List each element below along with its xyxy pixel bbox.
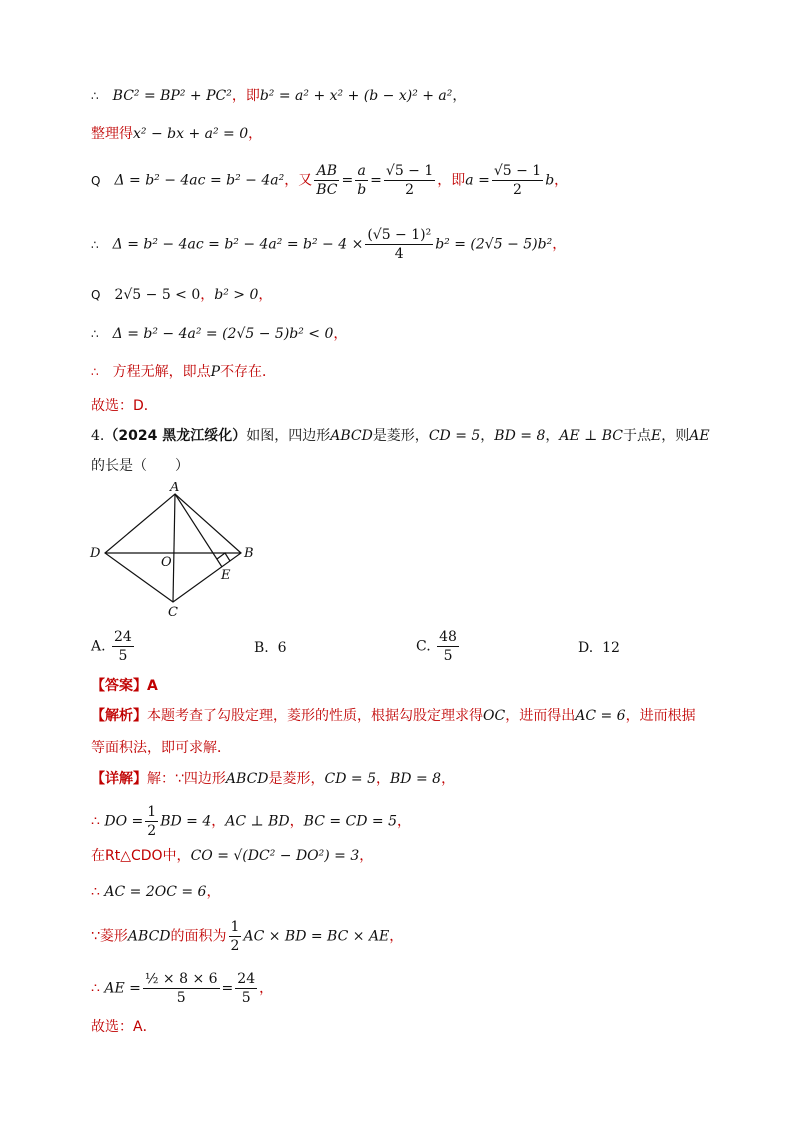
label-c: C xyxy=(168,605,178,620)
prev-step-3: Q Δ = b² − 4ac = b² − 4a²，又 $\frac{AB}{BC}$ = $\frac{a}{b}$ = $\frac{√5 - 1}{2}$ ，即a = $\frac{√5 - 1}{2}$ b， xyxy=(91,163,569,198)
fraction: $\frac{\text{(√5 − 1)²}}{4}$ xyxy=(367,227,432,262)
label-o: O xyxy=(161,555,172,570)
detail-step-6: ∴ AE = $\frac{\text{½ × 8 × 6}}{5}$ = $\frac{24}{5}$ ， xyxy=(91,971,274,1006)
label-d: D xyxy=(90,546,101,561)
fraction: $\frac{24}{5}$ xyxy=(114,629,132,664)
choice-d[interactable]: D. 12 xyxy=(578,640,620,656)
fraction: $\frac{48}{5}$ xyxy=(439,629,457,664)
analysis: 【解析】本题考查了勾股定理，菱形的性质，根据勾股定理求得OC，进而得出AC = 6，进而根据 xyxy=(91,708,696,724)
prev-conclusion: 故选：D． xyxy=(91,398,158,414)
label-e: E xyxy=(221,568,231,583)
detail-step-3: 在Rt△CDO中，CO = √(DC² − DO²) = 3， xyxy=(91,848,374,864)
analysis-line2: 等面积法，即可求解． xyxy=(91,740,231,756)
detail-step-1: 【详解】解：∵四边形ABCD是菱形，CD = 5，BD = 8， xyxy=(91,771,456,787)
prev-step-5: Q 2√5 − 5 < 0，b² > 0， xyxy=(91,287,273,303)
rhombus-figure xyxy=(86,482,276,622)
prev-step-2: 整理得x² − bx + a² = 0， xyxy=(91,126,263,142)
label-a: A xyxy=(170,482,180,495)
fraction: $\frac{\text{½ × 8 × 6}}{5}$ xyxy=(144,971,218,1006)
diagonal-ac xyxy=(173,494,175,602)
choice-c[interactable]: C. $\frac{48}{5}$ xyxy=(416,629,457,664)
detail-step-2: ∴ DO = $\frac{1}{2}$ BD = 4，AC ⊥ BD，BC = CD = 5， xyxy=(91,804,412,839)
question-stem-line2: 的长是（ ） xyxy=(91,458,189,474)
fraction: $\frac{1}{2}$ xyxy=(230,919,240,954)
prev-step-4: ∴ Δ = b² − 4ac = b² − 4a² = b² − 4 × $\frac{\text{(√5 − 1)²}}{4}$ b² = (2√5 − 5)b²， xyxy=(91,227,567,262)
fraction: $\frac{√5 - 1}{2}$ xyxy=(385,163,434,198)
fraction: $\frac{√5 - 1}{2}$ xyxy=(493,163,542,198)
detail-step-4: ∴ AC = 2OC = 6， xyxy=(91,884,221,900)
prev-step-6: ∴ Δ = b² − 4a² = (2√5 − 5)b² < 0， xyxy=(91,326,348,342)
prev-step-1: ∴ BC² = BP² + PC²，即b² = a² + x² + (b − x)² + a²， xyxy=(91,88,467,104)
answer: 【答案】A xyxy=(91,678,158,694)
detail-step-5: ∵菱形ABCD的面积为 $\frac{1}{2}$ AC × BD = BC × AE， xyxy=(91,919,404,954)
choice-b[interactable]: B. 6 xyxy=(254,640,287,656)
choice-a[interactable]: A. $\frac{24}{5}$ xyxy=(91,629,132,664)
fraction: $\frac{24}{5}$ xyxy=(237,971,256,1006)
fraction: $\frac{a}{b}$ xyxy=(357,163,367,198)
label-b: B xyxy=(244,546,254,561)
right-angle-mark xyxy=(217,553,230,561)
detail-conclusion: 故选：A． xyxy=(91,1019,157,1035)
prev-step-7: ∴ 方程无解，即点P不存在． xyxy=(91,364,277,380)
fraction: $\frac{AB}{BC}$ xyxy=(316,163,338,198)
fraction: $\frac{1}{2}$ xyxy=(147,804,157,839)
question-stem: 4.（2024 黑龙江绥化）如图，四边形ABCD是菱形，CD = 5，BD = 8，AE ⊥ BC于点E，则AE xyxy=(91,428,710,444)
question-source: （2024 黑龙江绥化） xyxy=(104,428,247,444)
